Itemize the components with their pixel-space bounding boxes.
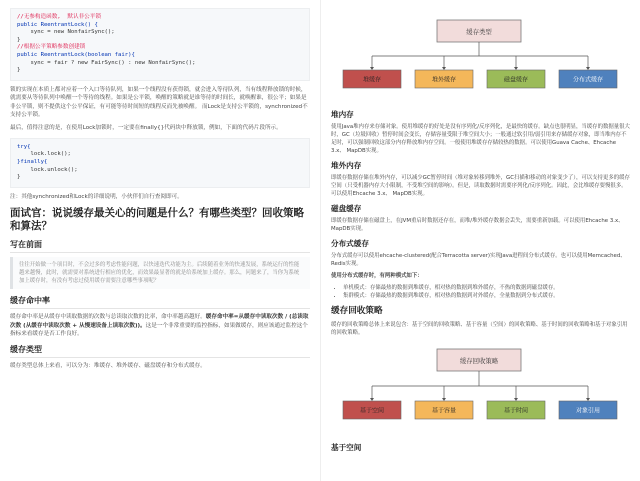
modes-intro: 使用分布式缓存时，有两种模式如下： (331, 273, 423, 279)
intro-quote: 往往开始做一个项目时，不会过多的考虑性能问题，以快速迭代功能为主。后续随着业务的快速发展，系统运行的性能越来越慢，此时，就需要对系统进行相应的优化，而效果最显著的就是给系统加上缓存。那么，问题来了，当你为系统加上缓存时，有没有考虑过使用缓存需要注意哪些事项呢？ (10, 257, 310, 289)
hit-rate-text-a: 缓存命中率是从缓存中读取数据的次数与总读取次数的比率，命中率越高越好。 (10, 314, 206, 321)
paragraph-distributed: 分布式缓存可以使用ehcache-clustered(配合Terracotta server)实现Java进程间分布式缓存。也可以使用Memcached、Redis实现。 (331, 253, 626, 267)
code-line: } (17, 174, 21, 181)
code-line: } (17, 36, 21, 43)
arrow-head-icon (514, 67, 518, 70)
code-line: public ReentrantLock(boolean fair){ (17, 51, 135, 58)
diagram-child-label: 堆缓存 (362, 76, 382, 84)
code-block-try-finally (10, 138, 310, 188)
paragraph-disk: 即缓存数据存储在磁盘上，在JVM重启时数据还存在，而堆/堆外缓存数据会丢失，需要重新加载。可以使用Ehcache 3.x、 MapDB实现。 (331, 218, 624, 232)
code-line: //根据公平策略参数创建锁 (17, 44, 86, 51)
heading-cache-types: 缓存类型 (10, 344, 310, 358)
note-text: 注：其他synchronized和Lock的详细说明，小伙伴们自行查阅即可。 (10, 193, 183, 200)
paragraph-fair-lock: 锁的实现在本质上都对应着一个入口等待队列，如果一个线程没有获得锁，就会进入等待队列，当有线程释放锁的时候，就需要从等待队列中唤醒一个等待的线程。如果是公平锁，唤醒的策略就是谁等待的时间长，就唤醒谁，很公平；如果是非公平锁，则不提供这个公平保证，有可能等待时间短的线程反而先被唤醒。 而Lock是支持公平锁的，synchronized不支持公平锁。 (10, 86, 308, 118)
diagram-root-label: 缓存回收策略 (459, 357, 499, 365)
code-line: public ReentrantLock() { (17, 21, 98, 28)
heading-intro: 写在前面 (10, 239, 310, 253)
code-line: //无参构造函数, 默认非公平锁 (17, 14, 101, 20)
article-title: 面试官：说说缓存最关心的问题是什么？有哪些类型？回收策略和算法？ (10, 207, 304, 233)
paragraph-hit-rate (10, 313, 310, 338)
heading-disk: 磁盘缓存 (331, 204, 362, 213)
paragraph-cache-types: 缓存类型总体上来看，可以分为：堆缓存、堆外缓存、磁盘缓存和分布式缓存。 (10, 363, 206, 370)
right-column (321, 0, 640, 481)
code-line: lock.lock(); (17, 151, 71, 158)
hit-rate-text-b: 这是一个非常重要的监控指标，如果做缓存，则应该通过监控这个指标来看缓存是否工作良好。 (10, 322, 308, 337)
mode-item: • 单机模式：存储最热的数据到堆缓存，相对热的数据到堆外缓存，不热的数据到磁盘缓存。 (343, 284, 630, 292)
code-block-constructor (10, 8, 310, 81)
code-line: sync = fair ? new FairSync() : new NonfairSync(); (17, 59, 196, 66)
paragraph-finally: 最后，值得注意的是，在使用Lock加锁时，一定要在finally{}代码块中释放锁，例如，下面的代码片段所示。 (10, 125, 282, 132)
arrow-head-icon (370, 67, 374, 70)
arrow-head-icon (514, 398, 518, 401)
heading-space-based: 基于空间 (331, 443, 362, 452)
code-line: sync = new NonfairSync(); (17, 29, 115, 36)
arrow-head-icon (370, 398, 374, 401)
heading-heap: 堆内存 (331, 110, 354, 119)
diagram-child-label: 基于空间 (359, 407, 385, 415)
arrow-head-icon (586, 398, 590, 401)
heading-hit-rate: 缓存命中率 (10, 295, 310, 309)
paragraph-offheap: 即缓存数据存储在堆外内存，可以减少GC暂停时间（堆对象转移到堆外，GC扫描和移动的对象变少了），可以支持更多的缓存空间（只受机器内存大小限制，不受堆空间的影响）。但是，读取数据时需要序列化/反序列化。因此，会比堆缓存要慢很多。可以使用Ehcache 3.x、 MapDB实现。 (331, 175, 630, 197)
eviction-policy-diagram (331, 341, 631, 433)
paragraph-heap: 使用Java堆内存来存储对象。使用堆缓存的好处是没有序列化/反序列化，是最快的缓存。缺点也很明显，当缓存的数据量很大时，GC（垃圾回收）暂停时间会变长，存储容量受限于堆空间大小；一般通过软引用/弱引用来存储缓存对象，即当堆内存不足时，可以强制回收这部分内存释放堆内存空间。一般使用堆缓存存储较热的数据。可以使用Guava Cache、Ehcache 3.x、 MapDB实现。 (331, 124, 630, 154)
diagram-child-label: 基于容量 (431, 407, 457, 415)
arrow-head-icon (442, 398, 446, 401)
paragraph-eviction: 缓存的回收策略总体上来说包含：基于空间的回收策略、基于容量（空间）的回收策略、基于时间的回收策略和基于对象引用的回收策略。 (331, 322, 628, 336)
arrow-head-icon (586, 67, 590, 70)
diagram-root-label: 缓存类型 (466, 28, 492, 36)
mode-item: • 集群模式：存储最热的数据到堆缓存，相对热的数据到对外缓存，全量数据到分布式缓存。 (343, 292, 630, 300)
diagram-child-label: 对象引用 (575, 407, 601, 415)
arrow-head-icon (442, 67, 446, 70)
heading-eviction: 缓存回收策略 (331, 306, 383, 316)
diagram-child-label: 分布式缓存 (572, 76, 604, 84)
code-line: try{ (17, 143, 31, 150)
code-line: } (17, 67, 21, 74)
code-line: lock.unlock(); (17, 166, 78, 173)
heading-distributed: 分布式缓存 (331, 239, 369, 248)
code-line: }finally{ (17, 158, 48, 165)
diagram-child-label: 磁盘缓存 (503, 76, 529, 84)
hit-rate-formula: 缓存命中率=从缓存中读取次数 / (总读取次数 (从缓存中读取次数 + 从慢速设备上读取次数))。 (10, 314, 309, 329)
modes-list (331, 284, 630, 300)
diagram-child-label: 基于时间 (503, 407, 529, 415)
diagram-child-label: 堆外缓存 (431, 76, 457, 84)
heading-offheap: 堆外内存 (331, 161, 362, 170)
cache-types-diagram (331, 8, 631, 100)
